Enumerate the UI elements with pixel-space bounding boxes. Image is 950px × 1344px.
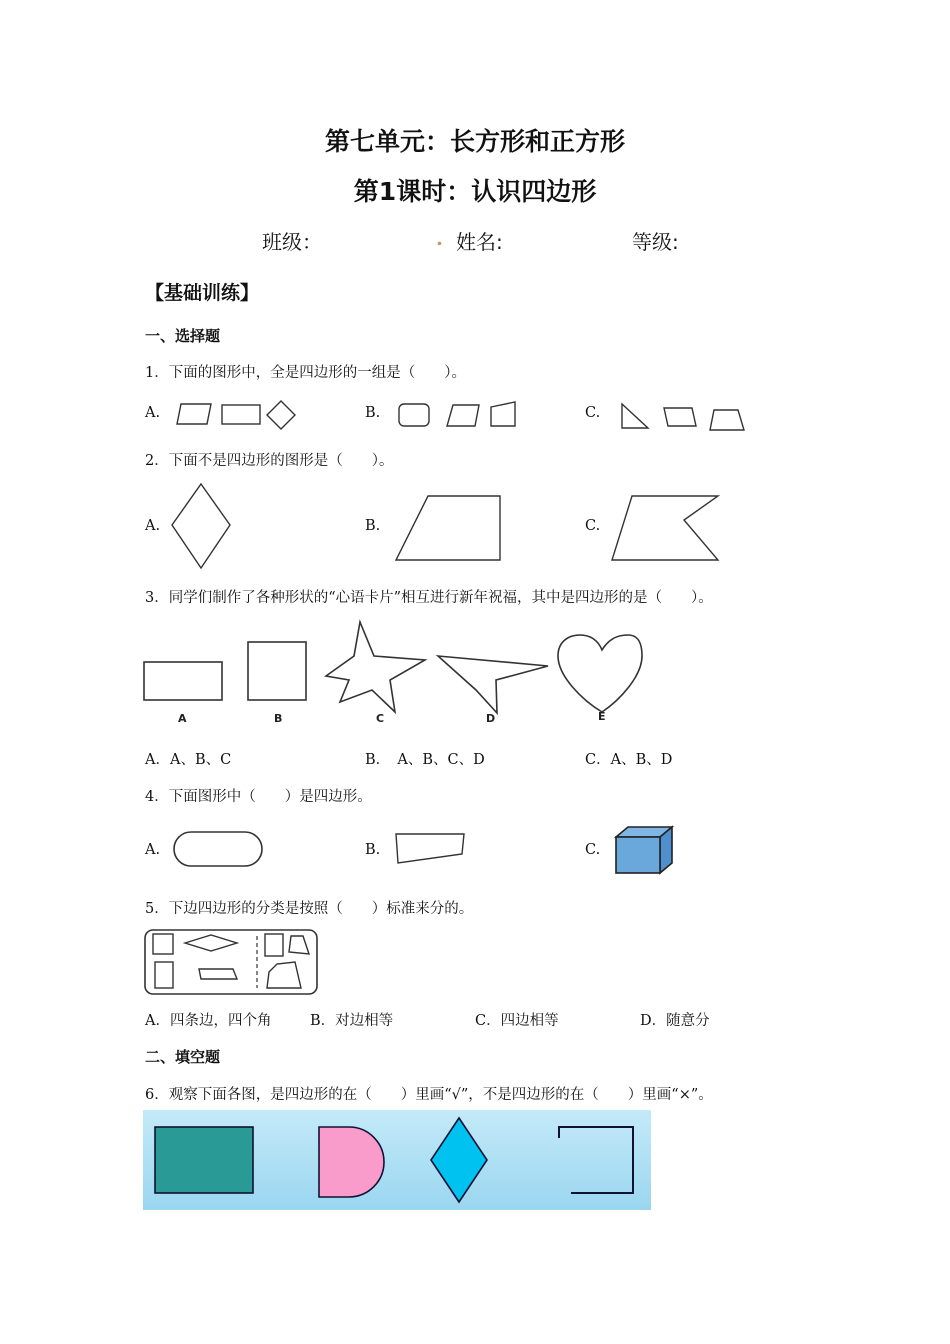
question-2: 2．下面不是四边形的图形是（ ）。 <box>145 453 394 469</box>
q5-option-a: A．四条边，四个角 <box>145 1013 272 1029</box>
card-c-star <box>326 622 425 712</box>
q1-option-b-shapes <box>397 400 522 432</box>
q4-option-b-shape <box>394 832 468 866</box>
q5-option-b: B．对边相等 <box>310 1013 394 1029</box>
q4-option-a-label: A. <box>145 842 161 858</box>
q2-option-a-shape <box>170 482 234 572</box>
q2-option-c-label: C. <box>585 518 601 534</box>
question-3: 3．同学们制作了各种形状的“心语卡片”相互进行新年祝福，其中是四边形的是（ ）。 <box>145 590 713 606</box>
question-4: 4．下面图形中（ ）是四边形。 <box>145 789 372 805</box>
q4-option-c-label: C. <box>585 842 601 858</box>
card-d-arrow <box>438 656 548 713</box>
q1-option-a-shapes <box>175 400 300 432</box>
part1-heading: 一、选择题 <box>145 327 221 345</box>
question-6: 6．观察下面各图，是四边形的在（ ）里画“√”，不是四边形的在（ ）里画“×”。 <box>145 1087 713 1103</box>
q3-option-b: B． A、B、C、D <box>365 752 485 768</box>
name-label: 姓名: <box>456 230 503 254</box>
class-label: 班级： <box>262 230 322 254</box>
q4-option-b-label: B. <box>365 842 381 858</box>
q5-option-c: C．四边相等 <box>475 1013 559 1029</box>
teal-rectangle <box>155 1127 253 1193</box>
card-label-a: A <box>178 712 187 725</box>
separator-dot: . <box>436 226 443 250</box>
q1-option-a-label: A. <box>145 405 161 421</box>
pink-d-shape <box>319 1127 384 1197</box>
card-label-b: B <box>274 712 283 725</box>
card-b-square <box>248 642 306 700</box>
section-heading: 【基础训练】 <box>145 282 260 304</box>
card-label-e: E <box>598 710 606 723</box>
card-label-d: D <box>486 712 496 725</box>
grade-label: 等级: <box>632 230 679 254</box>
q5-classification-figure <box>143 928 321 996</box>
q2-option-b-shape <box>394 494 504 564</box>
q2-option-a-label: A. <box>145 518 161 534</box>
q1-option-b-label: B. <box>365 405 381 421</box>
q1-option-c-shapes <box>620 400 750 434</box>
part2-heading: 二、填空题 <box>145 1048 221 1066</box>
card-label-c: C <box>376 712 385 725</box>
page-title: 第七单元：长方形和正方形 <box>324 127 625 156</box>
card-e-heart <box>558 635 642 712</box>
q3-cards-figure <box>142 620 652 730</box>
q1-option-c-label: C. <box>585 405 601 421</box>
card-a-rectangle <box>144 662 222 700</box>
question-5: 5．下边四边形的分类是按照（ ）标准来分的。 <box>145 901 474 917</box>
q4-option-c-cube <box>614 825 676 877</box>
q6-shapes-panel <box>143 1110 651 1210</box>
question-1: 1．下面的图形中，全是四边形的一组是（ ）。 <box>145 365 466 381</box>
q4-option-a-shape <box>172 830 264 868</box>
q3-option-a: A．A、B、C <box>145 752 232 768</box>
q3-option-c: C．A、B、D <box>585 752 673 768</box>
lesson-subtitle: 第1课时：认识四边形 <box>353 177 597 206</box>
q2-option-b-label: B. <box>365 518 381 534</box>
q5-option-d: D．随意分 <box>640 1013 710 1029</box>
q2-option-c-shape <box>610 494 722 564</box>
